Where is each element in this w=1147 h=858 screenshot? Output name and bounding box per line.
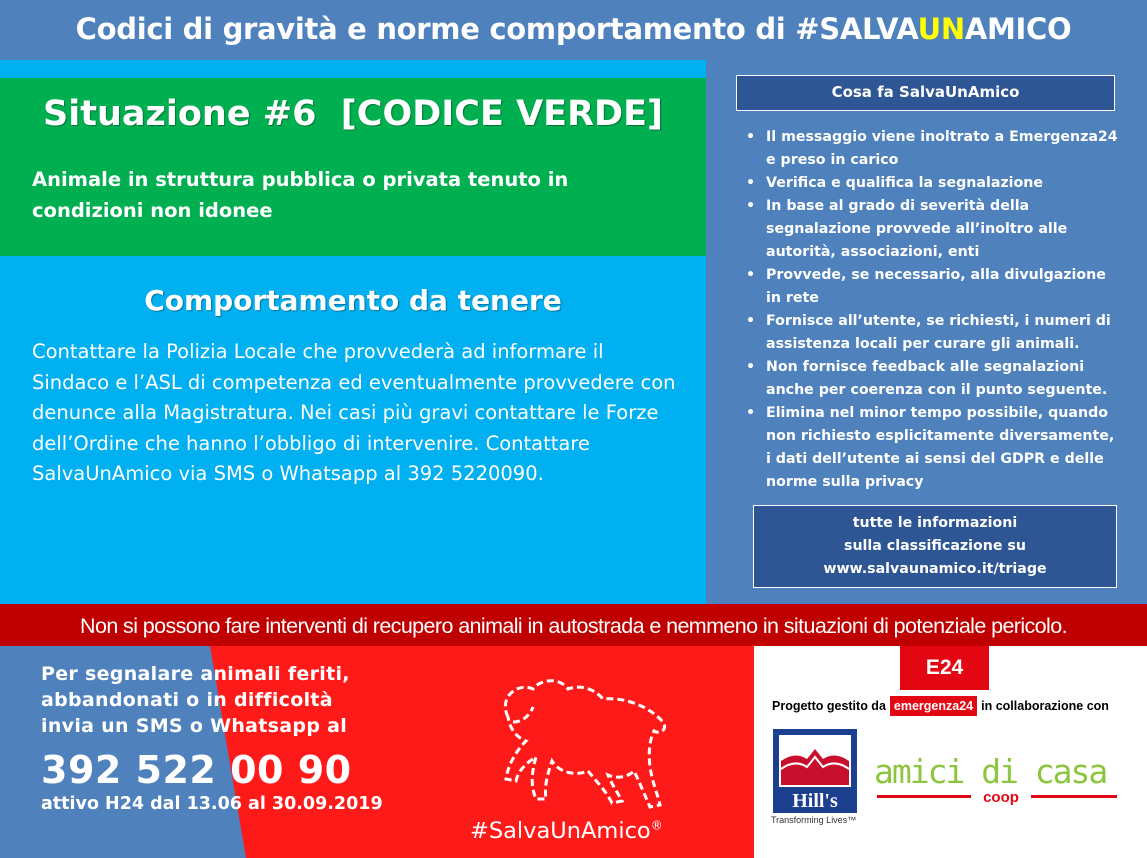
contact-message: Per segnalare animali feriti, abbandonati o in difficoltà invia un SMS o Whatsapp al: [41, 663, 350, 737]
list-item: • Il messaggio viene inoltrato a Emergenza24 e preso in carico: [738, 126, 1123, 172]
hashtag-text: #SalvaUnAmico: [470, 818, 651, 844]
hills-tagline: Transforming Lives™: [771, 815, 857, 825]
cyan-strip: [0, 60, 706, 78]
triage-link[interactable]: www.salvaunamico.it/triage: [823, 561, 1047, 577]
page-title: [0, 0, 1147, 60]
info-line-2: sulla classificazione su: [844, 538, 1026, 554]
title-highlight: UN: [917, 12, 965, 46]
hills-name: Hill's: [792, 790, 838, 812]
project-line: [772, 696, 1109, 716]
contact-phone[interactable]: 392 522 00 90: [41, 748, 352, 792]
behavior-title: Comportamento da tenere: [144, 284, 562, 317]
project-prefix: Progetto gestito da: [772, 699, 886, 713]
project-suffix: in collaborazione con: [981, 699, 1109, 713]
emergenza24-tag: emergenza24: [890, 696, 977, 716]
e24-logo: E24: [900, 646, 989, 690]
situation-description: Animale in struttura pubblica o privata tenuto in condizioni non idonee: [32, 168, 569, 222]
list-item: • In base al grado di severità della segnalazione provvede all’inoltro alle autorità, associazioni, enti: [738, 195, 1123, 264]
coop-logo: coop: [971, 791, 1031, 805]
title-suffix: AMICO: [964, 12, 1072, 46]
list-item: • Provvede, se necessario, alla divulgazione in rete: [738, 264, 1123, 310]
list-item: • Verifica e qualifica la segnalazione: [738, 172, 1123, 195]
title-prefix: Codici di gravità e norme comportamento di #SALVA: [75, 12, 918, 46]
registered-mark: ®: [650, 818, 663, 833]
list-item: • Non fornisce feedback alle segnalazioni anche per coerenza con il punto seguente.: [738, 356, 1123, 402]
behavior-text: Contattare la Polizia Locale che provvederà ad informare il Sindaco e l’ASL di competenza ed eventualmente provvedere con denunce alla Magistratura. Nei casi più gravi contattare le Forze dell’Ordine che hanno l’obbligo di intervenire. Contattare SalvaUnAmico via SMS o Whatsapp al 392 5220090.: [32, 340, 676, 485]
situation-panel: [0, 78, 706, 256]
sidebar-list: [738, 126, 1123, 494]
hashtag: [470, 818, 663, 844]
contact-availability: attivo H24 dal 13.06 al 30.09.2019: [41, 794, 383, 814]
behavior-panel: [0, 256, 706, 604]
hills-logo-icon: [773, 729, 857, 813]
list-item: • Fornisce all’utente, se richiesti, i numeri di assistenza locali per curare gli animali.: [738, 310, 1123, 356]
amici-di-casa-logo: amici di casa: [874, 752, 1107, 791]
warning-banner: Non si possono fare interventi di recupero animali in autostrada e nemmeno in situazioni di potenziale pericolo.: [0, 604, 1147, 646]
dog-outline-icon: [478, 667, 678, 817]
sidebar-title: Cosa fa SalvaUnAmico: [736, 75, 1115, 111]
contact-info: [41, 661, 383, 817]
list-item: • Elimina nel minor tempo possibile, quando non richiesto esplicitamente diversamente, i dati dell’utente ai sensi del GDPR e delle norme sulla privacy: [738, 402, 1123, 494]
info-box: [753, 505, 1117, 588]
info-line-1: tutte le informazioni: [852, 515, 1018, 531]
situation-title: Situazione #6 [CODICE VERDE]: [43, 94, 663, 134]
